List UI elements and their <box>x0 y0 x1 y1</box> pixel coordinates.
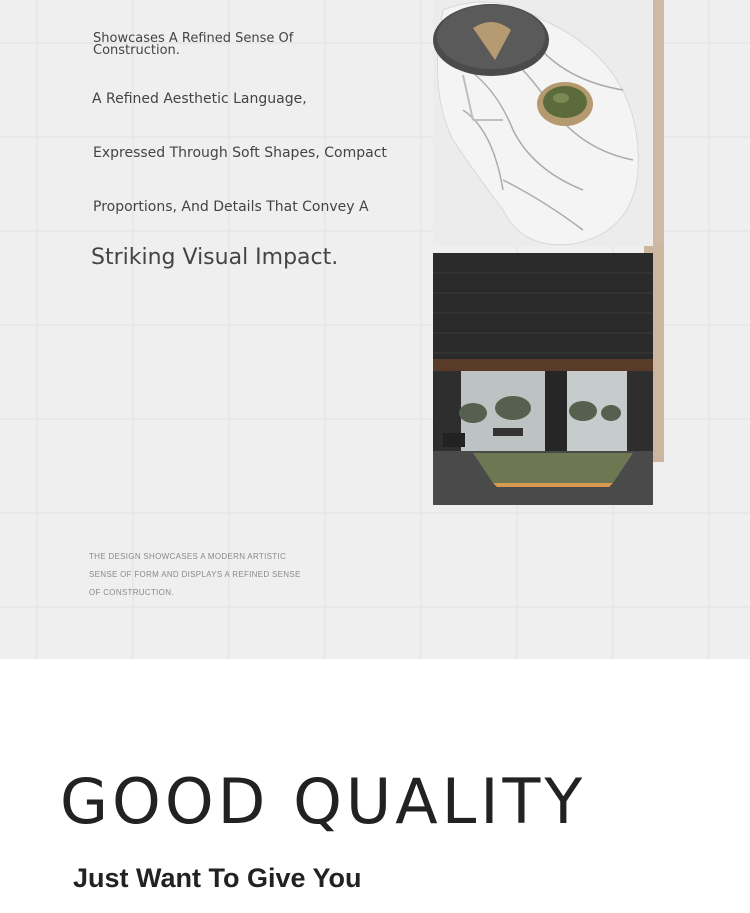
intro-line-1: Showcases A Refined Sense Of Construction. <box>93 31 294 58</box>
intro-line-2: A Refined Aesthetic Language, <box>92 91 307 107</box>
intro-line-3: Expressed Through Soft Shapes, Compact <box>93 145 387 161</box>
intro-line-4: Proportions, And Details That Convey A <box>93 199 369 215</box>
cut-heading-glyphs <box>90 0 390 6</box>
marble-table-photo <box>433 0 653 246</box>
bronze-accent-bar <box>652 0 664 245</box>
quality-subheading: Just Want To Give You <box>73 863 362 893</box>
cut-off-heading-decoration <box>90 0 390 12</box>
design-caption: THE DESIGN SHOWCASES A MODERN ARTISTIC SENSE OF FORM AND DISPLAYS A REFINED SENSE OF CONSTRUCTION. <box>89 552 301 597</box>
quality-heading: GOOD QUALITY <box>60 765 587 838</box>
architecture-photo <box>433 253 653 505</box>
intro-line-5: Striking Visual Impact. <box>91 245 339 270</box>
